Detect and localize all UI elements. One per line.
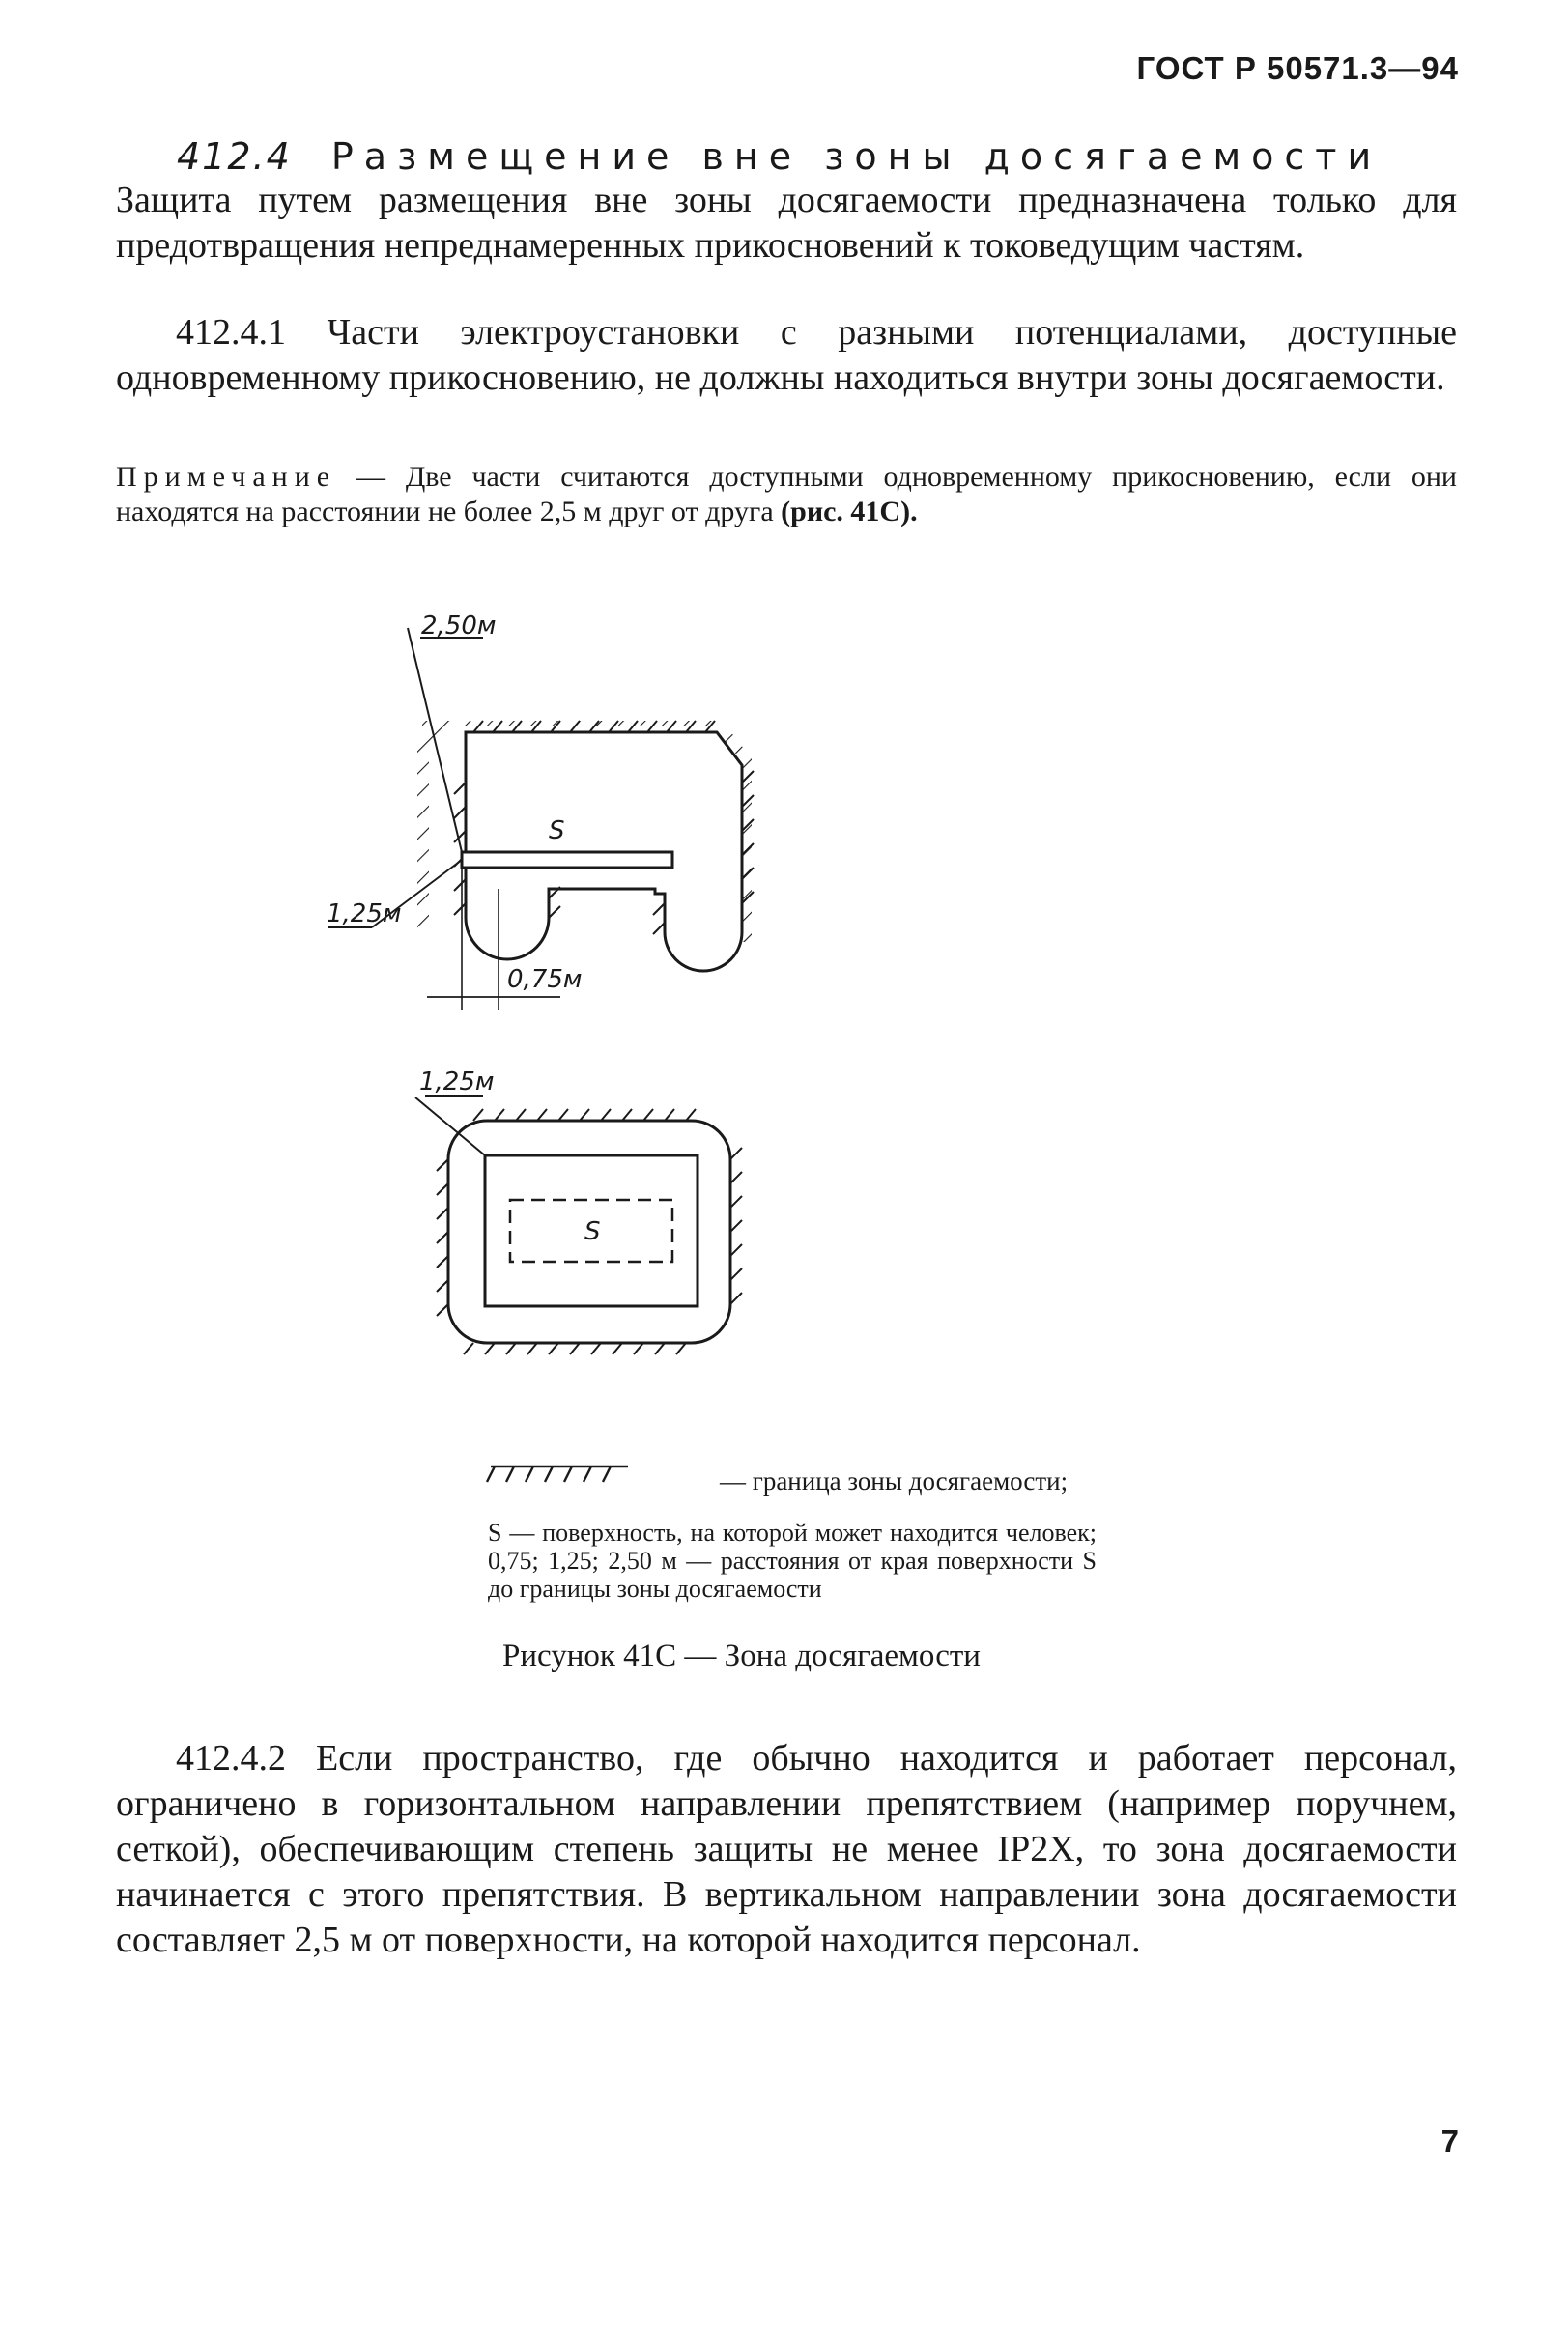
note-label: Примечание <box>116 461 337 493</box>
dim-250: 2,50м <box>421 612 497 641</box>
document-header: ГОСТ Р 50571.3—94 <box>1136 50 1459 86</box>
section-intro: Защита путем размещения вне зоны досягаемости предназначена только для предотвращения непреднамеренных прикосновений к токоведущим частям. <box>116 180 1457 266</box>
figure-caption: Рисунок 41С — Зона досягаемости <box>502 1638 981 1673</box>
note-text: — Две части считаются доступными одновременному прикосновению, если они находятся на расстоянии не более 2,5 м друг от друга <box>116 461 1457 527</box>
legend-boundary-symbol <box>487 1467 628 1482</box>
page-number: 7 <box>1440 2123 1459 2159</box>
clause-412-4-2: 412.4.2 Если пространство, где обычно находится и работает персонал, ограничено в горизонтальном направлении препятствием (например поручнем, сеткой), обеспечивающим степень защиты не менее IP2X, то зона досягаемости начинается с этого препятствия. В вертикальном направлении зона досягаемости составляет 2,5 м от поверхности, на которой находится персонал. <box>116 1738 1457 1960</box>
figure-41c <box>327 599 1217 1700</box>
section-number: 412.4 <box>177 135 292 178</box>
dim-125-bottom: 1,25м <box>419 1068 495 1097</box>
leader-250 <box>408 628 462 852</box>
section-title: Размещение вне зоны досягаемости <box>330 135 1383 178</box>
section-heading <box>177 135 1471 178</box>
note-figure-ref: (рис. 41С). <box>781 496 918 527</box>
bottom-diagram <box>415 1068 742 1354</box>
clause-412-4-1: 412.4.1 Части электроустановки с разными потенциалами, доступные одновременному прикосновению, не должны находиться внутри зоны досягаемости. <box>116 312 1457 398</box>
bottom-surface-label: S <box>584 1217 601 1246</box>
top-diagram <box>327 612 754 1010</box>
legend-boundary-text: — граница зоны досягаемости; <box>720 1467 1069 1496</box>
note <box>116 460 1457 529</box>
top-surface-label: S <box>549 816 565 845</box>
top-surface-s <box>462 852 672 868</box>
legend-description: S — поверхность, на которой может находится человек; 0,75; 1,25; 2,50 м — расстояния от края поверхности S до границы зоны досягаемости <box>488 1519 1097 1603</box>
dim-125-top: 1,25м <box>327 899 402 928</box>
dim-075: 0,75м <box>507 965 583 994</box>
